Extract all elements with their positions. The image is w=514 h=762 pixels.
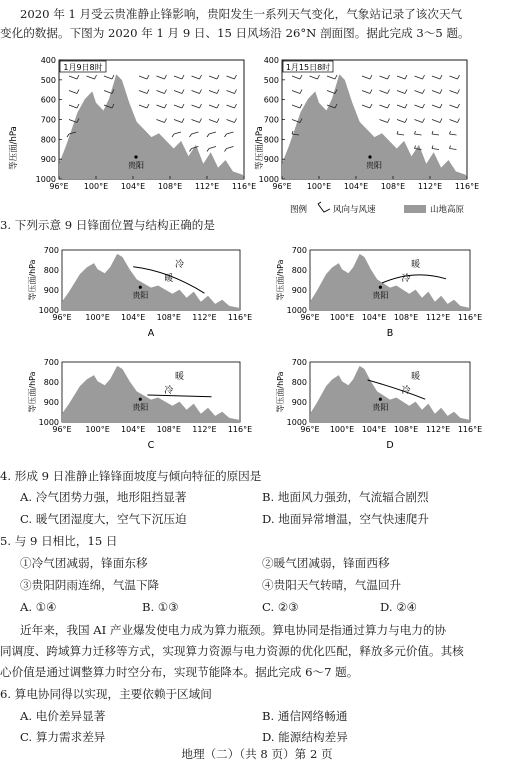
air-mass-lower-label: 暖: [164, 274, 174, 285]
terrain-silhouette: [62, 366, 240, 422]
wind-barb-icon: [450, 131, 457, 135]
terrain-silhouette: [62, 254, 240, 310]
y-tick-label: 800: [43, 378, 59, 387]
wind-barb-icon: [362, 75, 372, 79]
wind-barb-icon: [192, 119, 202, 123]
y-tick-label: 500: [40, 75, 56, 85]
guiyang-dot: [379, 286, 382, 289]
air-mass-lower-label: 冷: [401, 386, 411, 397]
wind-barb-icon: [104, 75, 114, 79]
wind-barb-icon: [415, 131, 422, 135]
q5-option-b: B. ①③: [142, 600, 179, 614]
y-axis-label: 等压面/hPa: [276, 371, 285, 413]
wind-barb-icon: [415, 90, 425, 94]
wind-barb-icon: [397, 119, 407, 123]
x-tick-label: 104°E: [121, 313, 146, 322]
x-tick-label: 96°E: [49, 182, 69, 191]
y-tick-label: 700: [43, 358, 59, 367]
terrain-silhouette: [310, 254, 470, 310]
wind-cross-section-figure: [0, 52, 514, 218]
q5-statement-3: ③贵阳阴雨连绵，气温下降: [20, 578, 160, 592]
option-letter: B: [386, 328, 394, 339]
q6-stem: 6. 算电协同得以实现，主要依赖于区域间: [0, 687, 212, 701]
wind-barb-icon: [209, 90, 219, 94]
wind-barb-icon: [362, 104, 372, 108]
y-tick-label: 900: [43, 398, 59, 407]
city-label: 贵阳: [366, 161, 382, 170]
wind-barb-icon: [209, 104, 219, 108]
y-tick-label: 700: [291, 246, 307, 255]
x-tick-label: 112°E: [192, 425, 217, 434]
air-mass-upper-label: 暖: [411, 259, 421, 270]
front-line: [382, 275, 446, 283]
x-tick-label: 100°E: [83, 182, 109, 191]
intro-line-2: 变化的数据。下图为 2020 年 1 月 9 日、15 日风场沿 26°N 剖面图。据此完成 3～5 题。: [0, 26, 470, 40]
legend-title: 图例: [290, 205, 308, 215]
intro-line-1: 2020 年 1 月受云贵准静止锋影响，贵阳发生一系列天气变化，气象站记录了该次天气: [20, 7, 463, 21]
x-tick-label: 108°E: [380, 182, 406, 191]
y-axis-label: 等压面/hPa: [28, 259, 37, 301]
wind-barb-icon: [172, 132, 181, 137]
panel-tag-jan9: 1月9日8时: [63, 63, 103, 72]
y-axis-label: 等压面/hPa: [28, 371, 37, 413]
y-tick-label: 600: [263, 95, 279, 105]
page-footer: 地理（二）（共 8 页）第 2 页: [181, 747, 333, 761]
wind-barb-icon: [292, 75, 302, 79]
q3-option-diagram: [275, 358, 482, 451]
q5-statement-4: ④贵阳天气转晴，气温回升: [262, 578, 402, 592]
q4-option-b: B. 地面风力强劲，气流辐合剧烈: [262, 490, 429, 504]
wind-barb-icon: [69, 104, 79, 108]
wind-barb-icon: [450, 146, 457, 150]
y-axis-label: 等压面/hPa: [276, 259, 285, 301]
q5-statement-2: ②暖气团减弱，锋面西移: [262, 556, 390, 570]
y-tick-label: 800: [40, 135, 56, 145]
front-line: [147, 395, 211, 397]
q3-options-figure: [0, 244, 514, 456]
wind-barb-icon: [227, 104, 237, 108]
x-tick-label: 100°E: [85, 425, 110, 434]
q4-stem: 4. 形成 9 日准静止锋锋面坡度与倾向特征的原因是: [0, 469, 262, 483]
q6-option-b: B. 通信网络畅通: [262, 709, 348, 723]
y-tick-label: 900: [291, 286, 307, 295]
wind-barb-icon: [432, 104, 442, 108]
y-tick-label: 400: [263, 56, 279, 65]
x-tick-label: 108°E: [393, 425, 419, 434]
x-tick-label: 104°E: [121, 425, 146, 434]
air-mass-lower-label: 冷: [164, 386, 174, 397]
wind-barb-icon: [192, 75, 202, 79]
x-tick-label: 108°E: [156, 313, 181, 322]
x-tick-label: 108°E: [393, 313, 419, 322]
wind-barb-icon: [397, 75, 407, 79]
wind-barb-icon: [432, 90, 442, 94]
wind-barb-icon: [69, 90, 79, 94]
wind-barb-icon: [397, 104, 407, 108]
city-label: 贵阳: [372, 291, 389, 301]
x-tick-label: 104°E: [361, 425, 387, 434]
x-tick-label: 112°E: [192, 313, 217, 322]
wind-barb-icon: [192, 104, 202, 108]
wind-barb-icon: [450, 119, 460, 123]
wind-barb-icon: [209, 75, 219, 79]
wind-barb-icon: [450, 75, 460, 79]
y-tick-label: 700: [43, 246, 59, 255]
x-tick-label: 104°E: [343, 182, 369, 191]
wind-barb-icon: [69, 75, 79, 79]
y-tick-label: 800: [291, 266, 307, 275]
y-tick-label: 700: [291, 358, 307, 367]
x-tick-label: 108°E: [157, 182, 183, 191]
wind-barb-icon: [292, 90, 302, 94]
panel-jan9: [8, 56, 256, 191]
x-tick-label: 112°E: [425, 425, 451, 434]
y-tick-label: 700: [263, 115, 279, 125]
air-mass-lower-label: 冷: [401, 274, 411, 285]
x-tick-label: 116°E: [227, 425, 253, 434]
air-mass-upper-label: 冷: [174, 259, 184, 270]
wind-barb-icon: [174, 104, 184, 108]
q5-option-c: C. ②③: [262, 600, 299, 614]
option-letter: D: [386, 440, 394, 451]
option-letter: A: [147, 328, 155, 339]
wind-barb-icon: [415, 119, 425, 123]
x-tick-label: 100°E: [329, 313, 355, 322]
terrain-silhouette: [59, 74, 244, 179]
guiyang-dot: [134, 155, 137, 158]
wind-barb-icon: [380, 90, 390, 94]
x-tick-label: 108°E: [156, 425, 181, 434]
wind-barb-icon: [87, 75, 97, 79]
y-tick-label: 900: [40, 155, 56, 165]
wind-barb-icon: [397, 90, 407, 94]
x-tick-label: 100°E: [306, 182, 332, 191]
x-tick-label: 104°E: [361, 313, 387, 322]
wind-barb-icon: [225, 132, 234, 137]
x-tick-label: 96°E: [52, 313, 72, 322]
x-tick-label: 96°E: [272, 182, 292, 191]
x-tick-label: 96°E: [52, 425, 72, 434]
legend-wind: 风向与风速: [333, 205, 376, 215]
y-tick-label: 400: [40, 56, 56, 65]
y-tick-label: 800: [291, 378, 307, 387]
y-tick-label: 1000: [286, 306, 307, 315]
wind-barb-icon: [227, 75, 237, 79]
y-tick-label: 600: [40, 95, 56, 105]
wind-barb-icon: [450, 90, 460, 94]
q5-option-a: A. ①④: [20, 600, 57, 614]
option-letter: C: [147, 440, 155, 451]
q4-option-a: A. 冷气团势力强，地形阻挡显著: [20, 490, 187, 504]
wind-barb-icon: [432, 75, 442, 79]
wind-barb-icon: [157, 119, 167, 123]
wind-barb-icon: [450, 104, 460, 108]
x-tick-label: 116°E: [227, 313, 253, 322]
q6-option-c: C. 算力需求差异: [20, 730, 106, 744]
wind-barb-icon: [318, 202, 330, 212]
q3-option-diagram: [27, 246, 252, 339]
x-tick-label: 104°E: [120, 182, 146, 191]
wind-barb-icon: [380, 75, 390, 79]
y-tick-label: 700: [40, 115, 56, 125]
y-tick-label: 800: [43, 266, 59, 275]
q3-option-diagram: [27, 358, 252, 451]
wind-barb-icon: [432, 146, 439, 150]
guiyang-dot: [379, 398, 382, 401]
y-tick-label: 1000: [258, 175, 279, 184]
q4-option-c: C. 暖气团湿度大，空气下沉压迫: [20, 512, 187, 526]
wind-barb-icon: [397, 131, 404, 135]
q5-option-d: D. ②④: [380, 600, 418, 614]
wind-barb-icon: [380, 119, 390, 123]
x-tick-label: 96°E: [300, 425, 320, 434]
y-tick-label: 900: [43, 286, 59, 295]
air-mass-upper-label: 暖: [174, 371, 184, 382]
guiyang-dot: [139, 286, 142, 289]
y-tick-label: 900: [263, 155, 279, 165]
wind-barb-icon: [415, 75, 425, 79]
y-tick-label: 800: [263, 135, 279, 145]
panel-tag-jan15: 1月15日8时: [285, 63, 331, 72]
wind-barb-icon: [415, 104, 425, 108]
wind-barb-icon: [207, 132, 216, 137]
y-tick-label: 1000: [286, 418, 307, 427]
wind-barb-icon: [380, 104, 390, 108]
x-tick-label: 112°E: [425, 313, 451, 322]
guiyang-dot: [368, 155, 371, 158]
y-tick-label: 1000: [35, 175, 56, 184]
q5-stem: 5. 与 9 日相比，15 日: [0, 534, 118, 548]
x-tick-label: 116°E: [457, 313, 483, 322]
x-tick-label: 116°E: [454, 182, 480, 191]
passage2-line-2: 同调度、跨域算力迁移等方式，实现算力资源与电力资源的优化匹配，释放多元价值。其核: [0, 644, 464, 658]
x-tick-label: 112°E: [417, 182, 443, 191]
q3-stem: 3. 下列示意 9 日锋面位置与结构正确的是: [0, 218, 215, 232]
wind-barb-icon: [157, 90, 167, 94]
x-tick-label: 100°E: [329, 425, 355, 434]
wind-barb-icon: [139, 75, 149, 79]
wind-barb-icon: [432, 119, 442, 123]
x-tick-label: 96°E: [300, 313, 320, 322]
wind-barb-icon: [192, 90, 202, 94]
wind-barb-icon: [157, 104, 167, 108]
y-tick-label: 1000: [38, 418, 59, 427]
passage2-line-1: 近年来，我国 AI 产业爆发使电力成为算力瓶颈。算电协同是指通过算力与电力的协: [20, 623, 447, 637]
wind-barb-icon: [207, 147, 216, 152]
y-tick-label: 500: [263, 75, 279, 85]
wind-barb-icon: [362, 90, 372, 94]
wind-barb-icon: [310, 75, 320, 79]
city-label: 贵阳: [132, 291, 149, 301]
air-mass-upper-label: 暖: [411, 371, 421, 382]
legend-terrain: 山地高原: [430, 205, 465, 215]
y-tick-label: 900: [291, 398, 307, 407]
wind-barb-icon: [190, 132, 199, 137]
city-label: 贵阳: [132, 403, 149, 413]
q6-option-d: D. 能源结构差异: [262, 730, 348, 744]
city-label: 贵阳: [128, 161, 144, 170]
wind-barb-icon: [139, 90, 149, 94]
legend: [290, 202, 465, 215]
wind-barb-icon: [225, 147, 234, 152]
q4-option-d: D. 地面异常增温，空气快速爬升: [262, 512, 429, 526]
x-tick-label: 112°E: [194, 182, 220, 191]
wind-barb-icon: [174, 119, 184, 123]
wind-barb-icon: [227, 90, 237, 94]
wind-barb-icon: [157, 75, 167, 79]
y-axis-label: 等压面/hPa: [255, 126, 265, 170]
q5-statement-1: ①冷气团减弱，锋面东移: [20, 556, 148, 570]
panel-jan15: [254, 56, 479, 191]
q3-option-diagram: [275, 246, 482, 339]
passage2-line-3: 心价值是通过调整算力时空分布，实现节能降本。据此完成 6～7 题。: [0, 665, 359, 679]
q6-option-a: A. 电价差异显著: [20, 709, 106, 723]
x-tick-label: 100°E: [85, 313, 110, 322]
guiyang-dot: [139, 398, 142, 401]
wind-barb-icon: [227, 119, 237, 123]
city-label: 贵阳: [372, 403, 389, 413]
x-tick-label: 116°E: [231, 182, 257, 191]
wind-barb-icon: [432, 131, 439, 135]
terrain-swatch-icon: [404, 205, 426, 213]
x-tick-label: 116°E: [457, 425, 483, 434]
y-axis-label: 等压面/hPa: [9, 126, 19, 170]
wind-barb-icon: [139, 104, 149, 108]
wind-barb-icon: [327, 75, 337, 79]
wind-barb-icon: [174, 75, 184, 79]
y-tick-label: 1000: [38, 306, 59, 315]
wind-barb-icon: [209, 119, 219, 123]
terrain-silhouette: [310, 366, 470, 422]
wind-barb-icon: [292, 104, 302, 108]
wind-barb-icon: [174, 90, 184, 94]
